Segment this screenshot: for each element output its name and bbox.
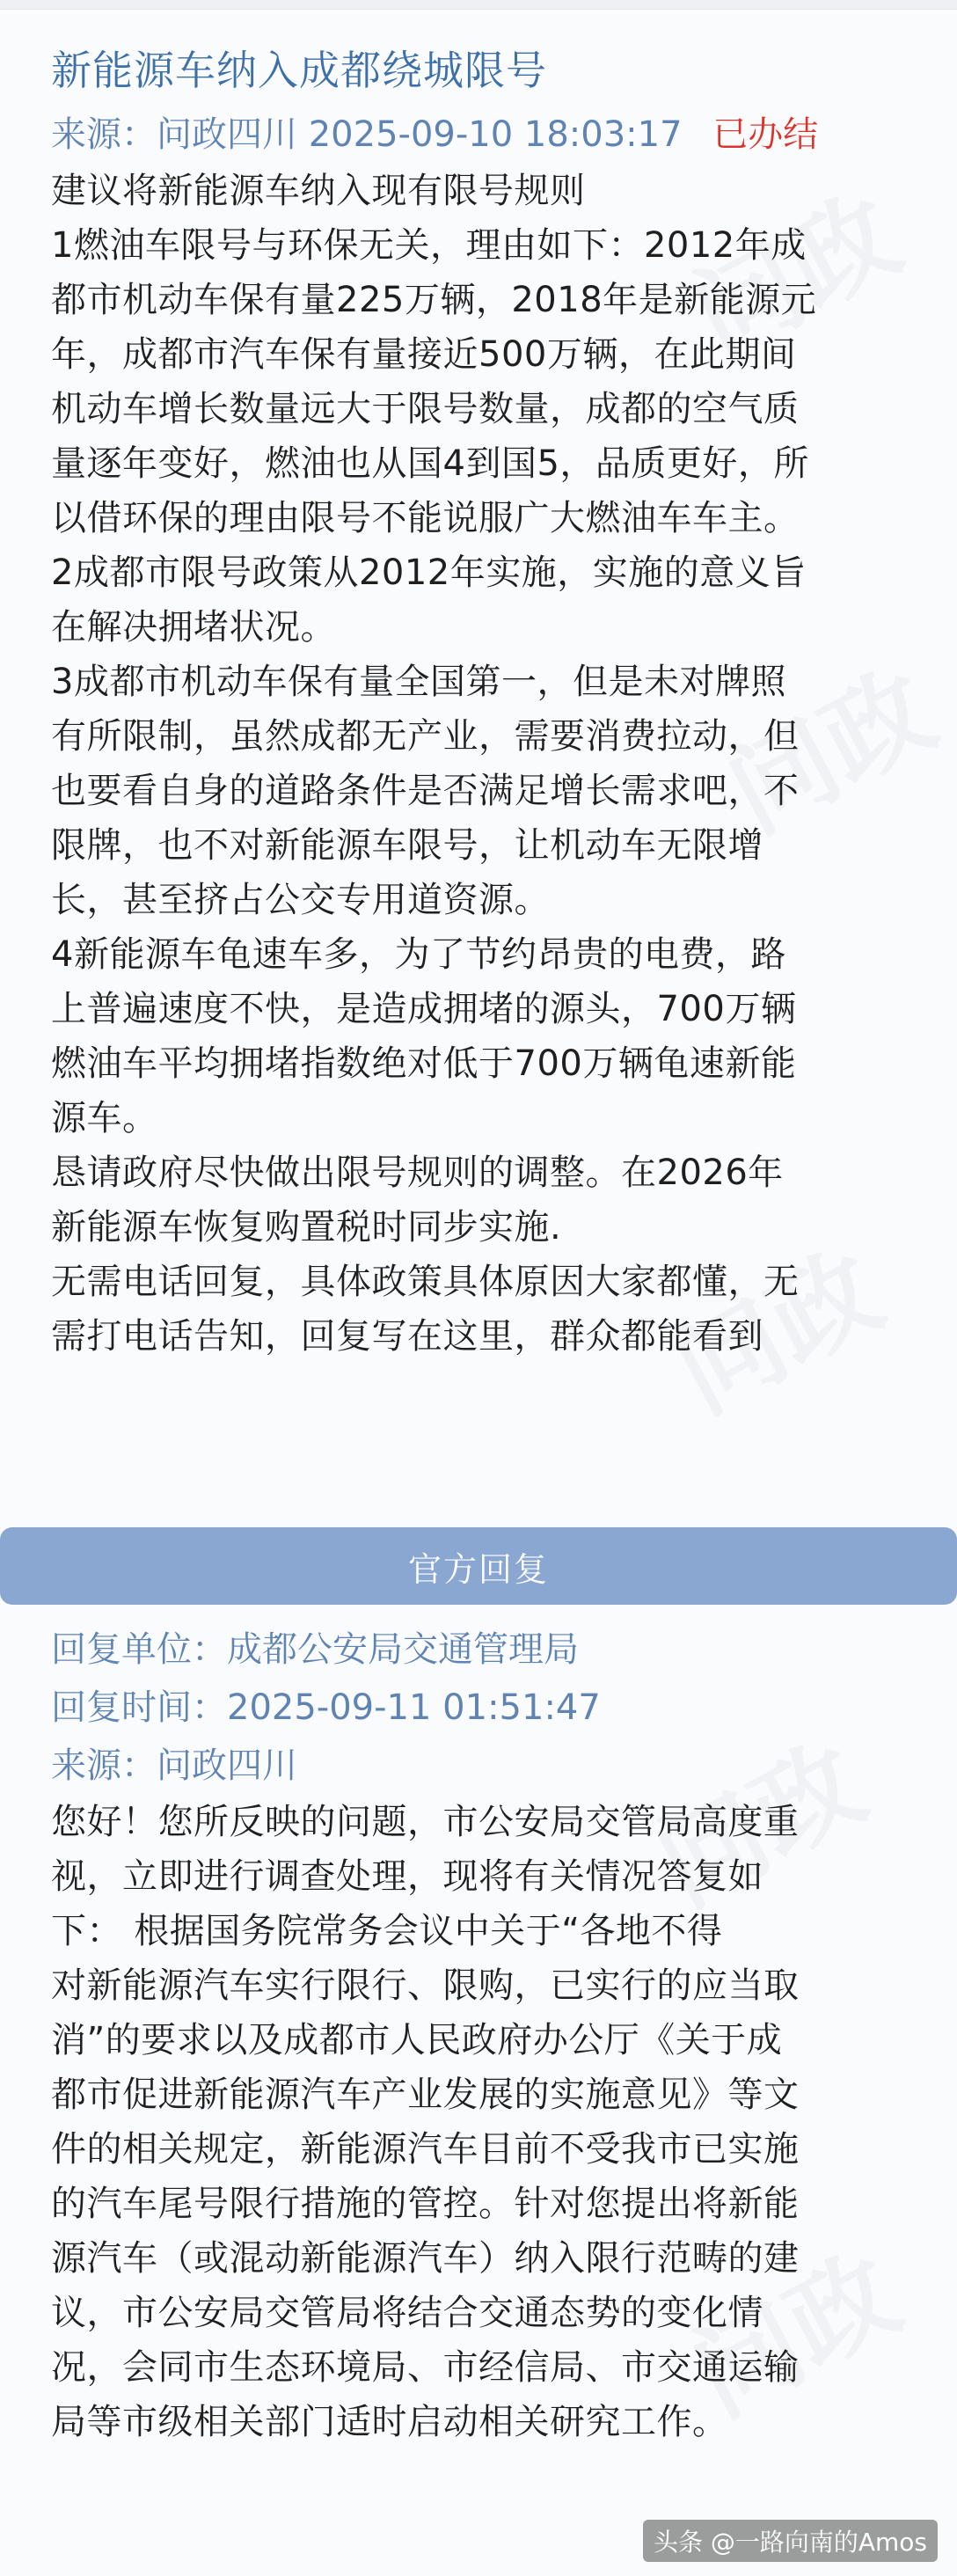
text-line: 在解决拥堵状况。 [51,607,336,648]
footer-attribution: 头条 @一路向南的Amos [643,2520,938,2562]
watermark-logo: 问政 [673,2230,918,2440]
text-line: 况，会同市生态环境局、市经信局、市交通运输 [51,2347,800,2388]
text-line: 新能源车恢复购置税时同步实施. [51,1207,562,1248]
official-reply-tab[interactable]: 官方回复 [0,1527,957,1605]
reply-section [51,1621,922,2449]
text-line: 量逐年变好，燃油也从国4到国5，品质更好，所 [51,443,809,484]
text-line: 建议将新能源车纳入现有限号规则 [51,171,586,211]
text-line: 的汽车尾号限行措施的管控。针对您提出将新能 [51,2184,800,2224]
text-line: 1燃油车限号与环保无关，理由如下：2012年成 [51,225,807,266]
watermark-logo: 问政 [655,1227,901,1437]
reply-body [51,1795,922,2449]
text-line: 2成都市限号政策从2012年实施，实施的意义旨 [51,553,807,593]
watermark-logo: 问政 [638,1720,883,1929]
question-body [51,164,906,1364]
text-line: 视，立即进行调查处理，现将有关情况答复如 [51,1856,763,1897]
reply-unit: 回复单位：成都公安局交通管理局 [51,1629,579,1670]
text-line: 局等市级相关部门适时启动相关研究工作。 [51,2402,728,2442]
text-line: 需打电话告知，回复写在这里，群众都能看到 [51,1316,763,1357]
text-line: 议，市公安局交管局将结合交通态势的变化情 [51,2293,763,2333]
question-datetime: 2025-09-10 18:03:17 [308,114,683,155]
text-line: 无需电话回复，具体政策具体原因大家都懂，无 [51,1262,800,1302]
reply-time: 回复时间：2025-09-11 01:51:47 [51,1687,601,1728]
watermark-logo: 问政 [708,647,953,856]
reply-source: 来源：问政四川 [51,1745,297,1786]
status-badge: 已办结 [712,114,819,155]
text-line: 机动车增长数量远大于限号数量，成都的空气质 [51,389,800,429]
question-source: 来源：问政四川 [51,114,297,155]
text-line: 源汽车（或混动新能源汽车）纳入限行范畴的建 [51,2238,800,2279]
text-line: 都市机动车保有量225万辆，2018年是新能源元 [51,280,817,320]
text-line: 3成都市机动车保有量全国第一，但是未对牌照 [51,662,786,702]
text-line: 源车。 [51,1098,158,1138]
text-line: 也要看自身的道路条件是否满足增长需求吧，不 [51,771,800,811]
text-line: 都市促进新能源汽车产业发展的实施意见》等文 [51,2075,800,2115]
text-line: 对新能源汽车实行限行、限购，已实行的应当取 [51,1965,800,2006]
text-line: 限牌，也不对新能源车限号，让机动车无限增 [51,825,763,866]
text-line: 恳请政府尽快做出限号规则的调整。在2026年 [51,1153,784,1193]
text-line: 长，甚至挤占公交专用道资源。 [51,880,550,920]
text-line: 件的相关规定，新能源汽车目前不受我市已实施 [51,2129,800,2170]
watermark-logo: 问政 [673,172,918,381]
text-line: 下： 根据国务院常务会议中关于“各地不得 [51,1911,723,1951]
text-line: 上普遍速度不快，是造成拥堵的源头，700万辆 [51,989,797,1029]
text-line: 燃油车平均拥堵指数绝对低于700万辆龟速新能 [51,1043,797,1084]
text-line: 4新能源车龟速车多，为了节约昂贵的电费，路 [51,934,786,975]
text-line: 以借环保的理由限号不能说服广大燃油车车主。 [51,498,800,538]
question-title[interactable]: 新能源车纳入成都绕城限号 [51,47,547,94]
text-line: 消”的要求以及成都市人民政府办公厅《关于成 [51,2020,783,2060]
text-line: 有所限制，虽然成都无产业，需要消费拉动，但 [51,716,800,757]
question-meta [51,106,906,164]
text-line: 您好！您所反映的问题，市公安局交管局高度重 [51,1802,800,1842]
text-line: 年，成都市汽车保有量接近500万辆，在此期间 [51,334,797,375]
